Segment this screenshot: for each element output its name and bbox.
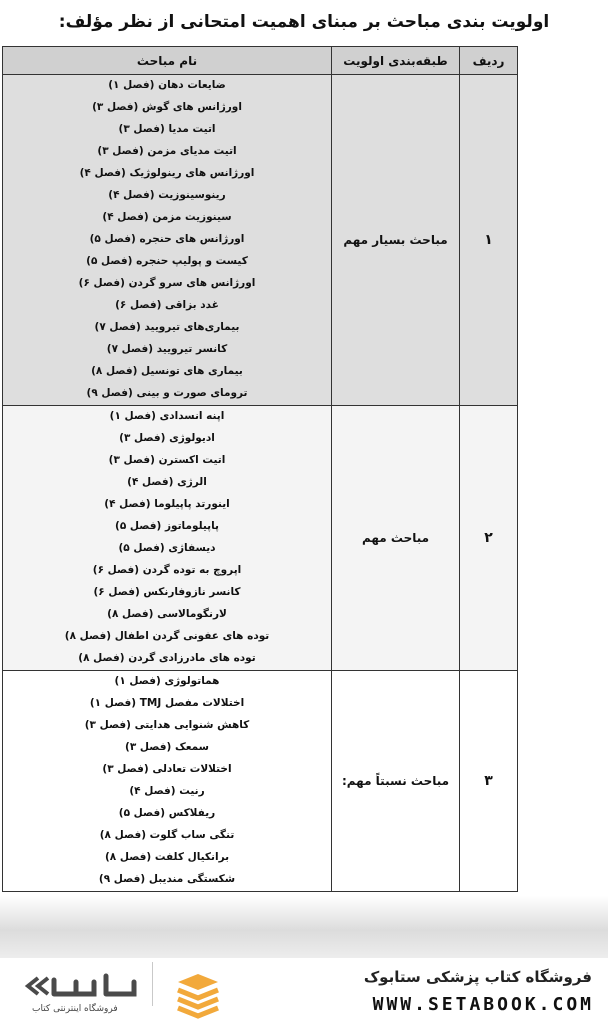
topic-item: لارنگومالاسی (فصل ۸) (107, 608, 227, 620)
table-row (3, 75, 518, 406)
topic-item: کاهش شنوایی هدایتی (فصل ۳) (84, 719, 250, 731)
row-category: مباحث نسبتاً مهم: (332, 671, 460, 892)
topic-item: هماتولوژی (فصل ۱) (114, 675, 220, 687)
topic-item: پاپیلوماتوز (فصل ۵) (115, 520, 219, 532)
topic-item: دیسفاژی (فصل ۵) (118, 542, 216, 554)
topic-item: اتیت مدیا (فصل ۳) (118, 123, 216, 135)
topic-item: اتیت مدیای مزمن (فصل ۳) (97, 145, 237, 157)
row-category: مباحث بسیار مهم (332, 75, 460, 406)
footer-divider (152, 962, 153, 1006)
topic-item: ریفلاکس (فصل ۵) (118, 807, 216, 819)
table-body (3, 75, 518, 892)
topic-item: اورژانس های گوش (فصل ۳) (92, 101, 242, 113)
priority-table (2, 46, 518, 892)
footer (0, 958, 608, 1024)
topic-item: اختلالات تعادلی (فصل ۳) (102, 763, 232, 775)
setabook-logo (24, 970, 244, 1020)
topic-item: الرژی (فصل ۴) (127, 476, 207, 488)
topic-item: سمعک (فصل ۳) (125, 741, 209, 753)
table-header-row (3, 47, 518, 75)
row-category: مباحث مهم (332, 406, 460, 671)
topic-item: کانسر تیرویید (فصل ۷) (106, 343, 228, 355)
topic-item: اختلالات مفصل TMJ (فصل ۱) (89, 697, 245, 709)
topic-item: سینوزیت مزمن (فصل ۴) (102, 211, 232, 223)
row-number: ۱ (460, 75, 518, 406)
topic-item: شکستگی مندیبل (فصل ۹) (98, 873, 236, 885)
topic-item: بیماری‌های تیرویید (فصل ۷) (94, 321, 240, 333)
topic-item: غدد بزاقی (فصل ۶) (115, 299, 219, 311)
topic-item: اپنه انسدادی (فصل ۱) (109, 410, 225, 422)
topic-item: اورژانس های حنجره (فصل ۵) (89, 233, 245, 245)
topic-item: بیماری های تونسیل (فصل ۸) (91, 365, 243, 377)
header-topics: نام مباحث (3, 47, 332, 75)
topic-item: تنگی ساب گلوت (فصل ۸) (99, 829, 235, 841)
topic-item: اینورتد پاپیلوما (فصل ۴) (104, 498, 230, 510)
topic-item: ضایعات دهان (فصل ۱) (108, 79, 226, 91)
logo-subtext: فروشگاه اینترنتی کتاب (32, 1004, 118, 1014)
row-topics (3, 671, 332, 892)
topic-item: توده های عفونی گردن اطفال (فصل ۸) (64, 630, 270, 642)
table-row (3, 671, 518, 892)
store-url[interactable]: WWW.SETABOOK.COM (372, 994, 594, 1015)
row-number: ۳ (460, 671, 518, 892)
topic-item: اپروچ به توده گردن (فصل ۶) (92, 564, 242, 576)
topic-item: ترومای صورت و بینی (فصل ۹) (86, 387, 248, 399)
topic-item: اورژانس های سرو گردن (فصل ۶) (78, 277, 256, 289)
store-name: فروشگاه کتاب پزشکی ستابوک (363, 968, 592, 986)
topic-item: رینوسینوزیت (فصل ۴) (108, 189, 226, 201)
topic-item: برانکیال کلفت (فصل ۸) (104, 851, 230, 863)
header-number: ردیف (460, 47, 518, 75)
header-category: طبقه‌بندی اولویت (332, 47, 460, 75)
topic-item: اتیت اکسترن (فصل ۳) (108, 454, 226, 466)
topic-item: اورژانس های رینولوژیک (فصل ۴) (79, 167, 255, 179)
topic-item: توده های مادرزادی گردن (فصل ۸) (78, 652, 256, 664)
row-number: ۲ (460, 406, 518, 671)
topic-item: ادیولوژی (فصل ۳) (119, 432, 215, 444)
topic-item: رنیت (فصل ۴) (129, 785, 205, 797)
page-bottom-shadow (0, 896, 608, 958)
topic-item: کانسر نازوفارنکس (فصل ۶) (93, 586, 241, 598)
page-title: اولویت بندی مباحث بر مبنای اهمیت امتحانی از نظر مؤلف: (58, 12, 550, 32)
table-row (3, 406, 518, 671)
topic-item: کیست و پولیپ حنجره (فصل ۵) (86, 255, 248, 267)
row-topics (3, 406, 332, 671)
row-topics (3, 75, 332, 406)
